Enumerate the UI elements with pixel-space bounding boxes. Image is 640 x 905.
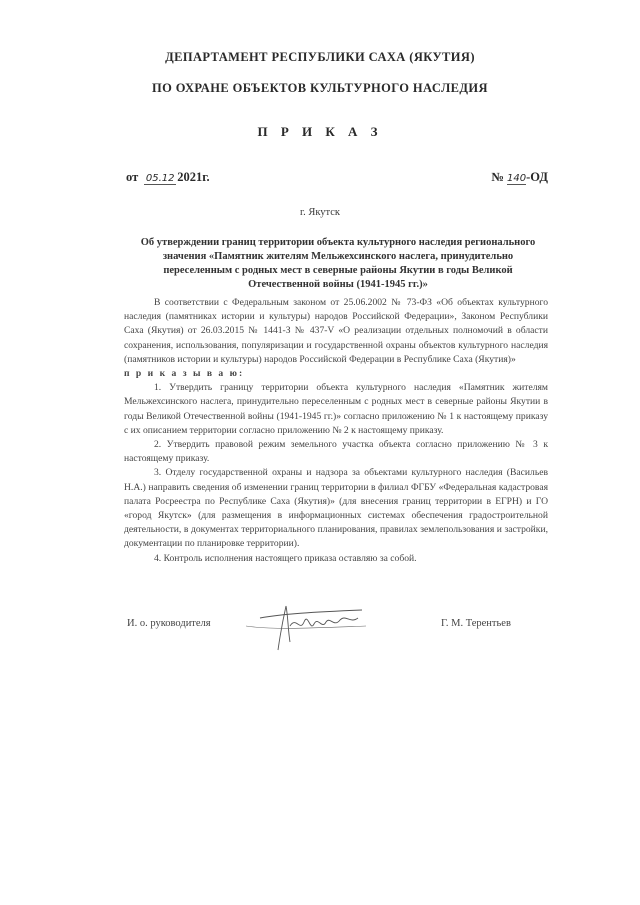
prikazyvayu: п р и к а з ы в а ю:: [124, 368, 245, 380]
department-subtitle: ПО ОХРАНЕ ОБЪЕКТОВ КУЛЬТУРНОГО НАСЛЕДИЯ: [152, 81, 488, 95]
intro-paragraph: [124, 296, 548, 381]
order-date-prefix: от: [126, 170, 139, 184]
signatory-name: Г. М. Терентьев: [441, 618, 511, 629]
intro-text: В соответствии с Федеральным законом от 25.06.2002 № 73-ФЗ «Об объектах культурного наследия (памятниках истории и культуры) народов Российской Федерации», Законом Республики Саха (Якутия) от 26.03.2015 № 1441-З № 437-V «О реализации отдельных полномочий в области сохранения, использования, популяризации и государственной охраны объектов культурного наследия (памятников истории и культуры) народов Российской Федерации в Республике Саха (Якутия)»: [124, 297, 548, 365]
order-number-handwritten: 140: [507, 173, 527, 184]
order-number: [491, 170, 548, 185]
document-type: П Р И К А З: [257, 124, 383, 139]
order-item-4: 4. Контроль исполнения настоящего приказа оставляю за собой.: [154, 552, 417, 564]
order-item-1: 1. Утвердить границу территории объекта культурного наследия «Памятник жителям Мельжехсинского наслега, принудительно переселенным с родных мест в северные районы Якутии в годы Великой Отечественной войны (1941-1945 гг.)» согласно приложению № 1 к настоящему приказу с их описанием территории согласно приложению № 2 к настоящему приказу.: [124, 382, 548, 436]
order-title: Об утверждении границ территории объекта культурного наследия регионального значения «Памятник жителям Мельжехсинского наслега, принудительно переселенным с родных мест в северные районы Якутии в годы Великой Отечественной войны (1941-1945 гг.)»: [140, 237, 536, 290]
order-body: [124, 296, 548, 566]
signatory-role: И. о. руководителя: [127, 618, 211, 629]
order-date-suffix: 2021г.: [177, 170, 210, 184]
order-date: [126, 170, 210, 185]
order-date-handwritten: 05.12: [145, 173, 175, 184]
order-number-prefix: №: [491, 170, 504, 184]
handwritten-signature: [242, 596, 372, 654]
city: г. Якутск: [299, 207, 341, 218]
department-name: ДЕПАРТАМЕНТ РЕСПУБЛИКИ САХА (ЯКУТИЯ): [165, 50, 475, 64]
order-details: [126, 170, 548, 188]
order-item-3: 3. Отделу государственной охраны и надзора за объектами культурного наследия (Васильев Н.А.) направить сведения об изменении границ территории в филиал ФГБУ «Федеральная кадастровая палата Росреестра по Республике Саха (Якутия)» (для внесения границ территории в ЕГРН) и ГО «город Якутск» (для размещения в информационных системах обеспечения градостроительной деятельности, в документах территориального планирования, правилах землепользования и застройки, документации по планировке территории).: [124, 467, 548, 550]
order-item-2: 2. Утвердить правовой режим земельного участка объекта согласно приложению № 3 к настоящему приказу.: [124, 439, 548, 465]
order-number-suffix: -ОД: [526, 170, 548, 184]
